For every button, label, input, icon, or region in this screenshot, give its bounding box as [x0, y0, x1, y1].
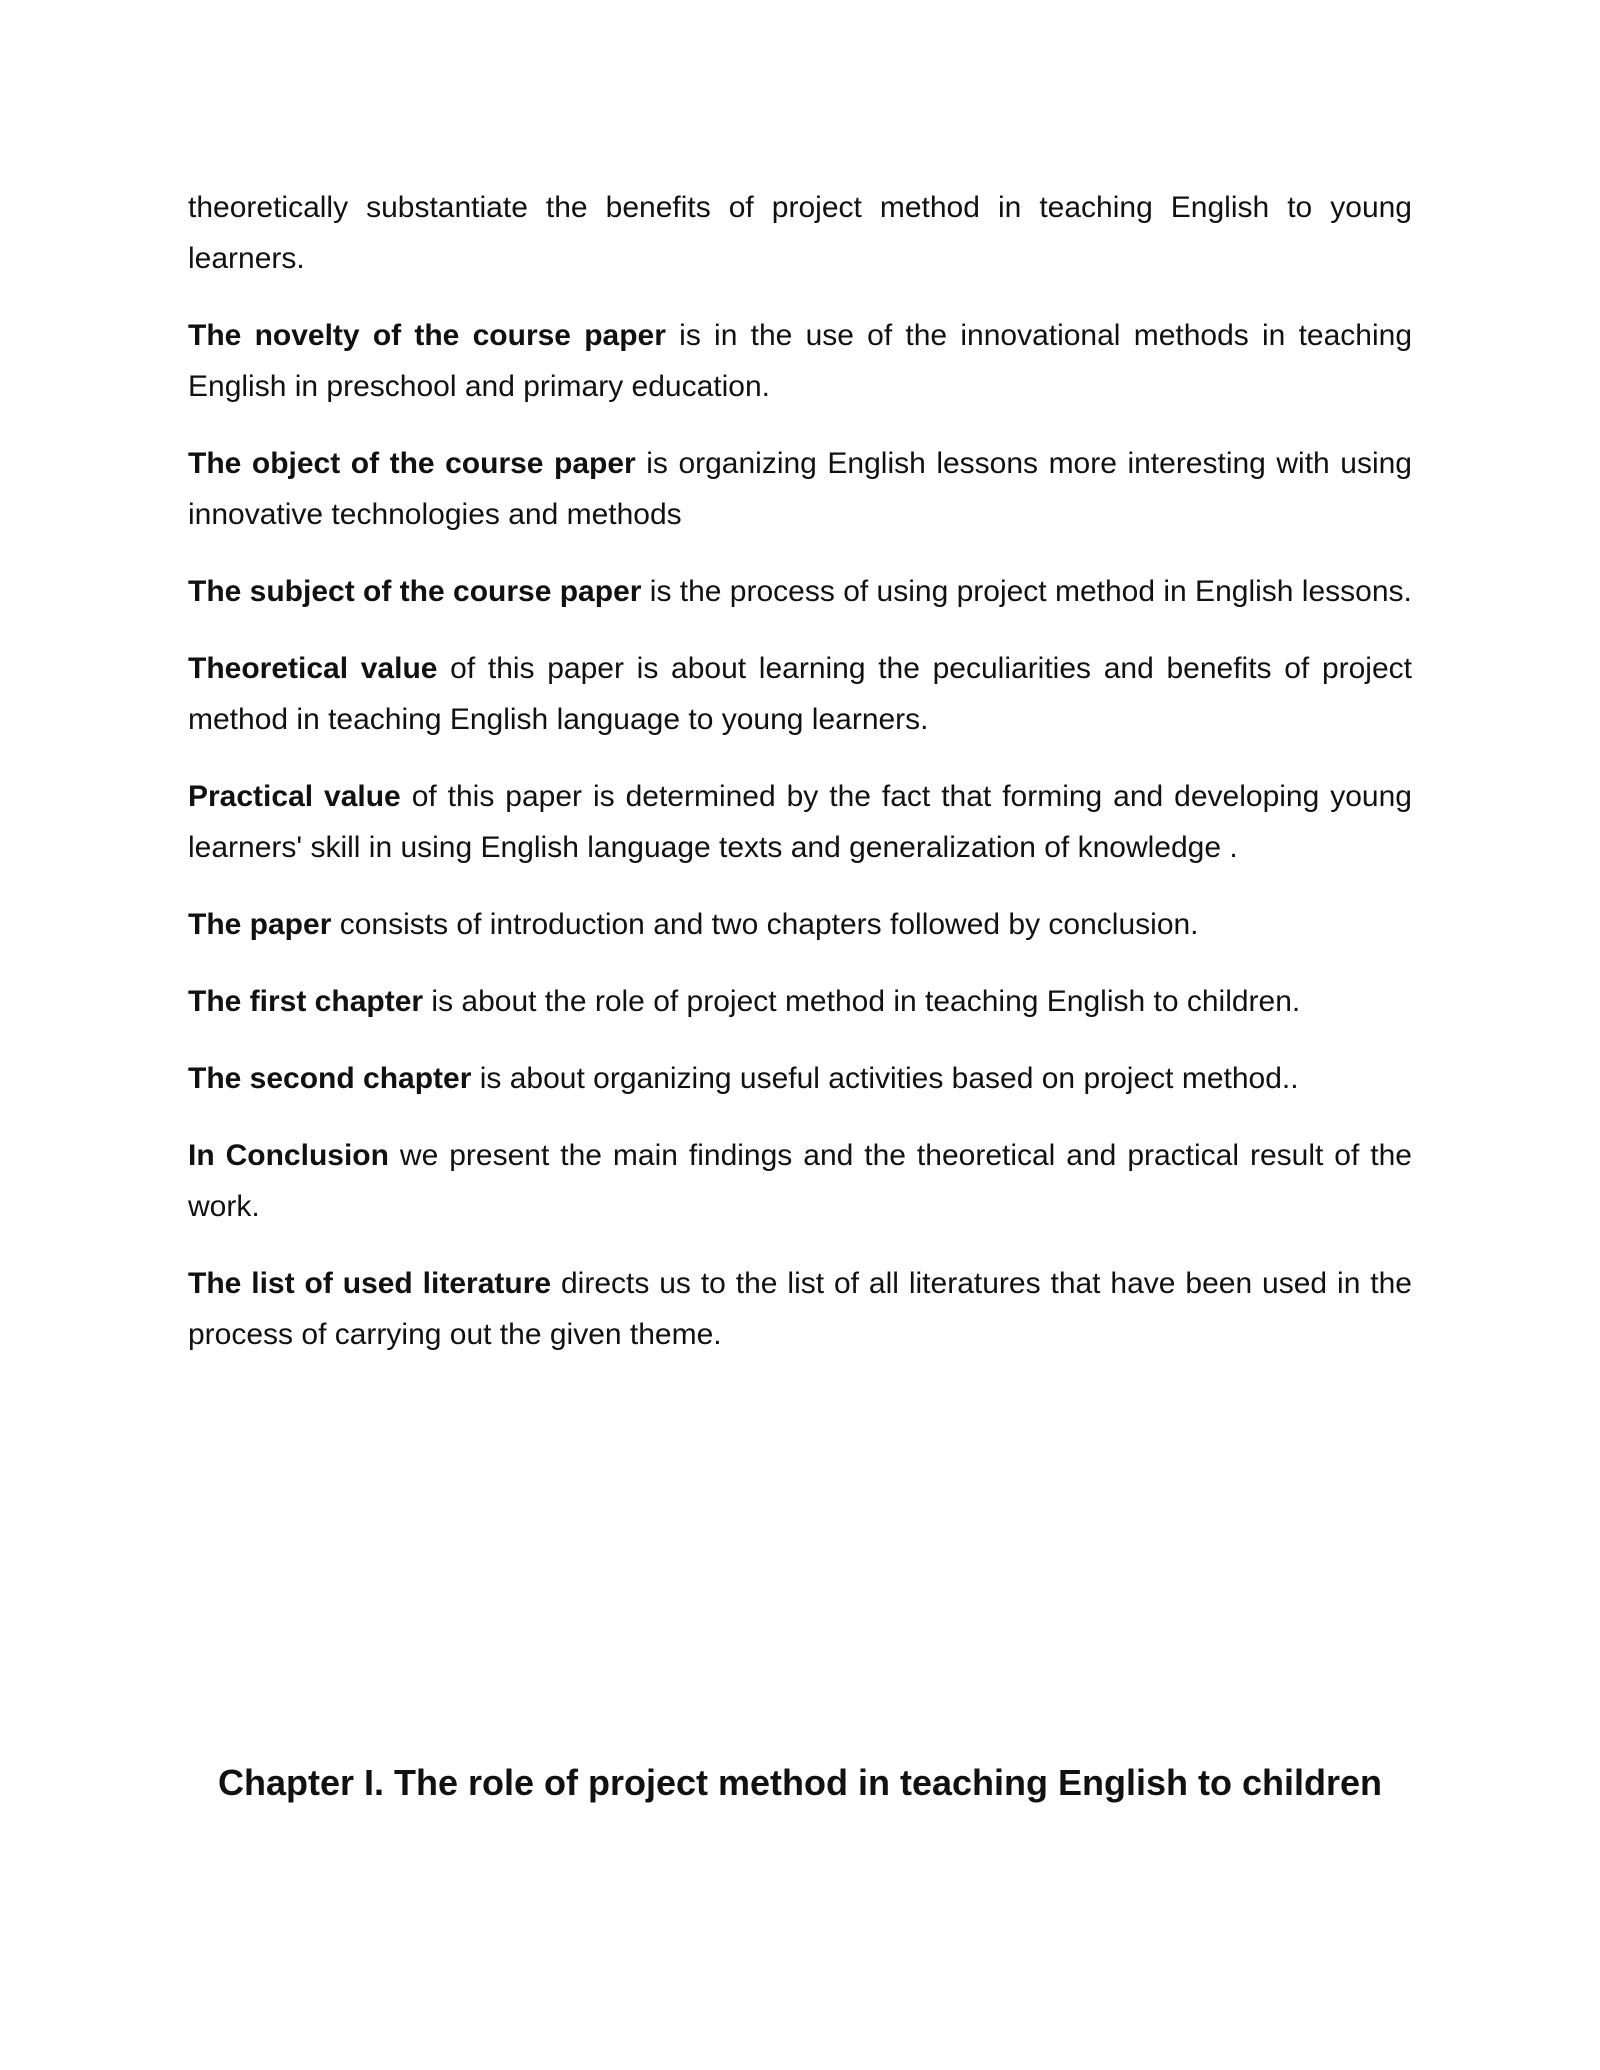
paragraph-conclusion	[188, 1130, 1412, 1232]
paragraph-novelty	[188, 310, 1412, 412]
paragraph-continuation	[188, 182, 1412, 284]
paragraph-text: consists of introduction and two chapters followed by conclusion.	[331, 908, 1199, 941]
paragraph-second-chapter	[188, 1053, 1412, 1104]
paragraph-lead: The first chapter	[188, 985, 424, 1018]
paragraph-text: is in the use of the innovational methods in teaching English in preschool and primary education.	[188, 319, 1412, 403]
paragraph-first-chapter	[188, 976, 1412, 1027]
paragraph-structure	[188, 899, 1412, 950]
paragraph-text: is the process of using project method in English lessons.	[641, 575, 1412, 608]
paragraph-text: of this paper is about learning the peculiarities and benefits of project method in teaching English language to young learners.	[188, 652, 1412, 736]
paragraph-theoretical-value	[188, 643, 1412, 745]
paragraph-text: theoretically substantiate the benefits of project method in teaching English to young learners.	[188, 191, 1412, 275]
paragraph-subject	[188, 566, 1412, 617]
paragraph-lead: The second chapter	[188, 1062, 472, 1095]
paragraph-lead: The object of the course paper	[188, 447, 636, 480]
paragraph-lead: The subject of the course paper	[188, 575, 642, 608]
paragraph-literature	[188, 1258, 1412, 1360]
paragraph-practical-value	[188, 771, 1412, 873]
chapter-heading: Chapter I. The role of project method in teaching English to children	[217, 1762, 1383, 1803]
paragraph-text: is about the role of project method in teaching English to children.	[423, 985, 1301, 1018]
paragraph-text: of this paper is determined by the fact that forming and developing young learners' skill in using English language texts and generalization of knowledge .	[188, 780, 1412, 864]
paragraph-text: is about organizing useful activities based on project method..	[471, 1062, 1299, 1095]
paragraph-text: directs us to the list of all literatures that have been used in the process of carrying out the given theme.	[188, 1267, 1412, 1351]
paragraph-lead: The novelty of the course paper	[188, 319, 666, 352]
paragraph-text: we present the main findings and the theoretical and practical result of the work.	[188, 1139, 1412, 1223]
paragraph-lead: Theoretical value	[188, 652, 438, 685]
paragraph-lead: Practical value	[188, 780, 401, 813]
body-text	[188, 182, 1412, 1386]
paragraph-lead: In Conclusion	[188, 1139, 389, 1172]
paragraph-object	[188, 438, 1412, 540]
paragraph-lead: The list of used literature	[188, 1267, 552, 1300]
paragraph-text: is organizing English lessons more interesting with using innovative technologies and methods	[188, 447, 1412, 531]
paragraph-lead: The paper	[188, 908, 332, 941]
